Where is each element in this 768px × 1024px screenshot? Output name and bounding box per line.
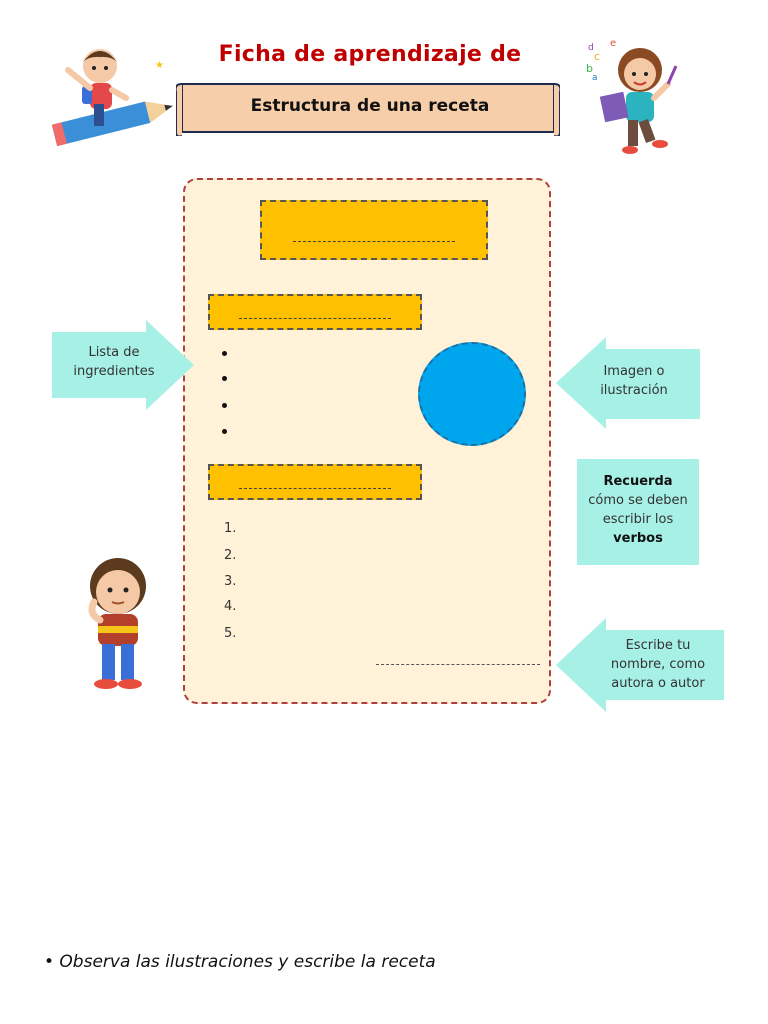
reminder-line: cómo se deben: [588, 493, 688, 508]
ingredient-bullet: [222, 376, 227, 381]
image-callout-line2: ilustración: [600, 383, 668, 398]
verbs-reminder-text: [577, 472, 699, 548]
author-callout-line2: nombre, como: [610, 657, 706, 672]
svg-text:c: c: [594, 50, 601, 63]
ingredients-callout-line1: Lista de: [88, 345, 140, 360]
image-callout-line1: Imagen o: [603, 364, 665, 379]
svg-text:b: b: [586, 62, 593, 75]
author-signature-line: [376, 664, 540, 665]
boy-on-pencil-illustration: [42, 38, 182, 148]
page-subtitle: Estructura de una receta: [250, 96, 490, 116]
image-placeholder-circle: [418, 342, 526, 446]
instruction-text: • Observa las ilustraciones y escribe la receta: [44, 952, 436, 972]
svg-text:d: d: [588, 43, 594, 53]
ingredient-bullet: [222, 403, 227, 408]
recipe-title-box: [260, 200, 488, 260]
ingredient-bullet: [222, 429, 227, 434]
reminder-bold-text: verbos: [613, 531, 663, 546]
ingredient-bullet: [222, 351, 227, 356]
svg-text:a: a: [592, 73, 598, 83]
step-number: 2.: [224, 548, 237, 563]
step-number: 3.: [224, 574, 237, 589]
steps-heading-box: [208, 464, 422, 500]
author-callout-line1: Escribe tu: [625, 638, 691, 653]
author-callout-line3: autora o autor: [611, 676, 705, 691]
thinking-boy-illustration: [76, 546, 160, 696]
girl-with-book-illustration: [580, 36, 690, 160]
page-title: Ficha de aprendizaje de: [218, 42, 522, 67]
svg-text:e: e: [610, 38, 617, 49]
ingredients-heading-box: [208, 294, 422, 330]
reminder-line: escribir los: [602, 512, 674, 527]
step-number: 5.: [224, 626, 237, 641]
reminder-bold-text: Recuerda: [603, 474, 673, 489]
step-number: 1.: [224, 521, 237, 536]
step-number: 4.: [224, 599, 237, 614]
star-icon: ★: [155, 60, 164, 71]
ingredients-callout-line2: ingredientes: [73, 364, 155, 379]
